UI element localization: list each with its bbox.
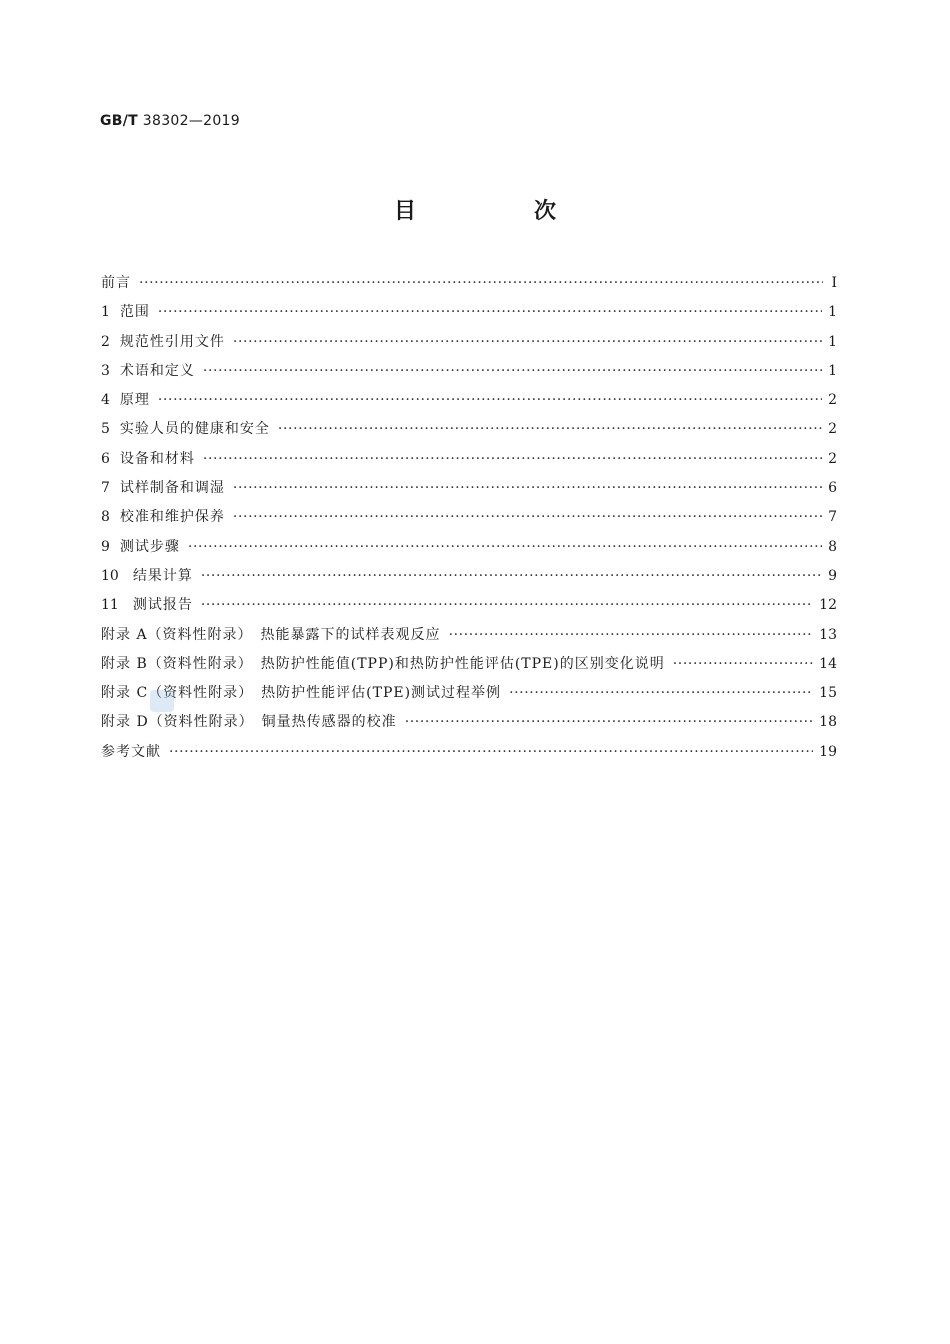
toc-entry-number: 7 <box>101 480 110 497</box>
toc-leader-dots <box>203 451 822 467</box>
toc-entry-label: 附录 D（资料性附录） 铜量热传感器的校准 <box>101 714 397 731</box>
toc-entry-page: 9 <box>828 567 837 584</box>
toc-entry-page: 12 <box>819 597 837 614</box>
toc-entry[interactable] <box>101 653 837 682</box>
table-of-contents <box>101 272 837 770</box>
toc-entry[interactable] <box>101 301 837 330</box>
toc-entry-number: 1 <box>101 304 110 321</box>
toc-entry-label: 参考文献 <box>101 743 161 760</box>
toc-entry-number: 8 <box>101 509 110 526</box>
toc-leader-dots <box>405 714 813 730</box>
toc-entry[interactable] <box>101 682 837 711</box>
toc-entry-label: 实验人员的健康和安全 <box>119 421 270 438</box>
toc-entry-number: 10 <box>101 567 119 584</box>
toc-entry-label: 测试报告 <box>132 597 193 614</box>
toc-entry-page: 6 <box>828 480 837 497</box>
toc-entry-label: 测试步骤 <box>119 538 180 555</box>
toc-entry-page: 2 <box>828 450 837 467</box>
toc-leader-dots <box>233 334 822 350</box>
toc-leader-dots <box>158 304 822 320</box>
toc-entry-number: 9 <box>101 538 110 555</box>
toc-entry[interactable] <box>101 272 837 301</box>
toc-entry[interactable] <box>101 711 837 740</box>
toc-leader-dots <box>169 744 813 760</box>
toc-entry-label: 试样制备和调湿 <box>119 480 225 497</box>
toc-leader-dots <box>158 392 822 408</box>
toc-entry[interactable] <box>101 448 837 477</box>
toc-entry-label: 结果计算 <box>132 567 193 584</box>
toc-leader-dots <box>203 363 822 379</box>
toc-leader-dots <box>188 539 822 555</box>
toc-entry[interactable] <box>101 565 837 594</box>
toc-entry-label: 原理 <box>119 392 150 409</box>
toc-entry-page: 19 <box>819 743 837 760</box>
toc-entry-page: 2 <box>828 421 837 438</box>
toc-entry-page: 1 <box>828 362 837 379</box>
toc-entry[interactable] <box>101 536 837 565</box>
toc-leader-dots <box>278 421 822 437</box>
toc-leader-dots <box>673 656 813 672</box>
toc-entry-label: 设备和材料 <box>119 450 195 467</box>
toc-entry-number: 11 <box>101 597 119 614</box>
toc-entry-label: 附录 A（资料性附录） 热能暴露下的试样表观反应 <box>101 626 441 643</box>
toc-entry-page: 1 <box>828 333 837 350</box>
toc-entry-page: 7 <box>828 509 837 526</box>
toc-entry-label: 校准和维护保养 <box>119 509 225 526</box>
toc-entry[interactable] <box>101 741 837 770</box>
toc-entry[interactable] <box>101 389 837 418</box>
toc-entry-page: 15 <box>819 685 837 702</box>
toc-entry[interactable] <box>101 331 837 360</box>
toc-entry-label: 附录 C（资料性附录） 热防护性能评估(TPE)测试过程举例 <box>101 685 502 702</box>
toc-entry-number: 3 <box>101 362 110 379</box>
toc-entry-label: 范围 <box>119 304 150 321</box>
toc-entry-label: 前言 <box>101 275 131 291</box>
watermark-logo <box>150 690 174 712</box>
toc-leader-dots <box>201 597 813 613</box>
toc-entry-page: Ⅰ <box>831 275 837 291</box>
toc-leader-dots <box>509 685 813 701</box>
standard-prefix: GB/T <box>100 113 139 129</box>
toc-entry-number: 5 <box>101 421 110 438</box>
toc-entry[interactable] <box>101 360 837 389</box>
toc-entry[interactable] <box>101 418 837 447</box>
toc-entry-page: 18 <box>819 714 837 731</box>
toc-entry[interactable] <box>101 594 837 623</box>
toc-leader-dots <box>233 480 822 496</box>
toc-entry-page: 1 <box>828 304 837 321</box>
toc-entry-page: 13 <box>819 626 837 643</box>
toc-entry-label: 规范性引用文件 <box>119 333 225 350</box>
toc-entry-number: 4 <box>101 392 110 409</box>
standard-code: 38302—2019 <box>142 113 240 129</box>
toc-entry-page: 14 <box>819 655 837 672</box>
toc-entry-number: 2 <box>101 333 110 350</box>
toc-entry-label: 附录 B（资料性附录） 热防护性能值(TPP)和热防护性能评估(TPE)的区别变化说明 <box>101 655 665 672</box>
toc-entry-label: 术语和定义 <box>119 362 195 379</box>
standard-number <box>100 113 240 129</box>
toc-leader-dots <box>449 627 814 643</box>
toc-entry[interactable] <box>101 477 837 506</box>
page-title: 目 次 <box>393 199 604 224</box>
toc-entry[interactable] <box>101 506 837 535</box>
toc-leader-dots <box>139 275 823 291</box>
toc-entry[interactable] <box>101 624 837 653</box>
toc-entry-page: 8 <box>828 538 837 555</box>
toc-leader-dots <box>201 568 822 584</box>
toc-entry-page: 2 <box>828 392 837 409</box>
toc-leader-dots <box>233 509 822 525</box>
toc-entry-number: 6 <box>101 450 110 467</box>
